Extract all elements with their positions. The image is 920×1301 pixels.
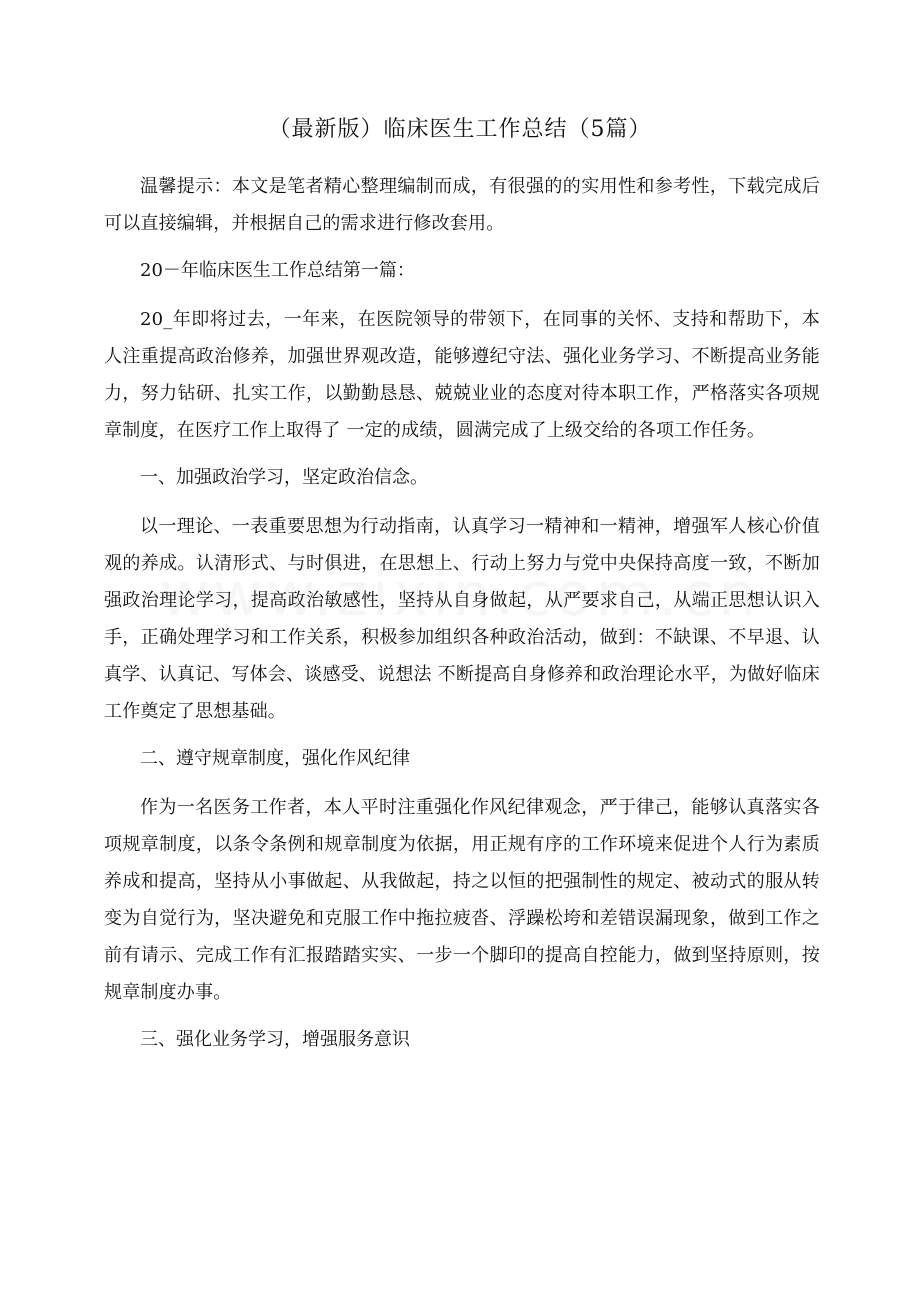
heading-rules-discipline: 二、遵守规章制度，强化作风纪律 [140, 748, 410, 769]
rules-discipline-paragraph: 作为一名医务工作者，本人平时注重强化作风纪律观念，严于律己，能够认真落实各项规章制度，以条令条例和规章制度为依据，用正规有序的工作环境来促进个人行为素质养成和提高，坚持从小事做起、从我做起，持之以恒的把强制性的规定、被动式的服从转变为自觉行为，坚决避免和克服工作中拖拉疲沓、浮躁松垮和差错误漏现象，做到工作之前有请示、完成工作有汇报踏踏实实、一步一个脚印的提高自控能力，做到坚持原则，按规章制度办事。 [104, 797, 820, 1003]
document-body [104, 168, 820, 1070]
heading-business-study: 三、强化业务学习，增强服务意识 [140, 1029, 410, 1050]
tip-paragraph: 温馨提示：本文是笔者精心整理编制而成，有很强的的实用性和参考性，下载完成后可以直接编辑，并根据自己的需求进行修改套用。 [104, 176, 820, 234]
intro-paragraph: 20_年即将过去，一年来，在医院领导的带领下，在同事的关怀、支持和帮助下，本人注重提高政治修养，加强世界观改造，能够遵纪守法、强化业务学习、不断提高业务能力，努力钻研、扎实工作，以勤勤恳恳、兢兢业业的态度对待本职工作，严格落实各项规章制度，在医疗工作上取得了 一定的成绩，圆满完成了上级交给的各项工作任务。 [104, 309, 820, 441]
document-title: （最新版）临床医生工作总结（5篇） [268, 117, 652, 142]
heading-political-study: 一、加强政治学习，坚定政治信念。 [140, 467, 428, 488]
political-study-paragraph: 以一理论、一表重要思想为行动指南，认真学习一精神和一精神，增强军人核心价值观的养成。认清形式、与时俱进，在思想上、行动上努力与党中央保持高度一致，不断加强政治理论学习，提高政治敏感性，坚持从自身做起，从严要求自己，从端正思想认识入手，正确处理学习和工作关系，积极参加组织各种政治活动，做到：不缺课、不早退、认真学、认真记、写体会、谈感受、说想法 不断提高自身修养和政治理论水平，为做好临床工作奠定了思想基础。 [104, 516, 820, 722]
section-title: 20－年临床医生工作总结第一篇： [140, 260, 415, 281]
